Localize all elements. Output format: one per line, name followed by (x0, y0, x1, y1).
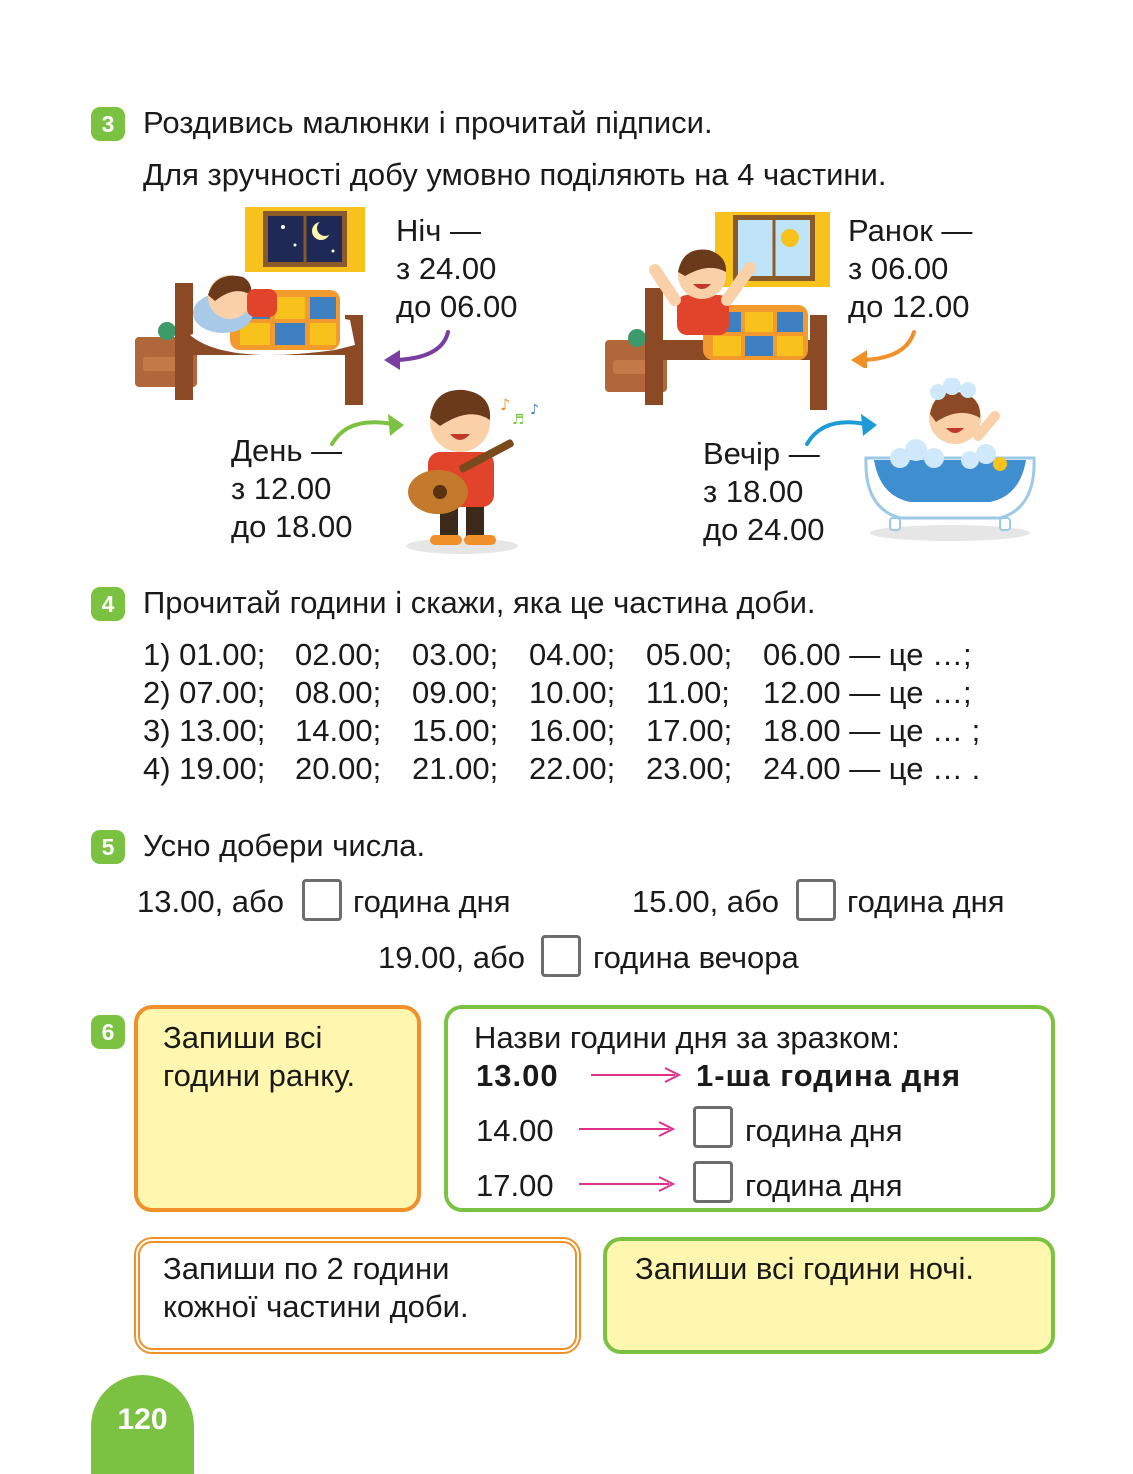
ex5-c-suffix: година вечора (593, 940, 799, 975)
hour-cell: 17.00; (646, 713, 733, 748)
exercise-5-task: Усно добери числа. (143, 828, 426, 863)
hours-row-2 (143, 674, 972, 712)
day-from: з 12.00 (231, 471, 332, 506)
hour-cell: 20.00; (295, 751, 382, 786)
hour-cell: 4) 19.00; (143, 751, 266, 786)
row1-answer-box[interactable] (693, 1106, 733, 1148)
exercise-4-task: Прочитай години і скажи, яка це частина доби. (143, 585, 816, 620)
hour-cell: 04.00; (529, 637, 616, 672)
night-sleeping-boy-illustration (135, 205, 385, 410)
ex5-a-prefix: 13.00, або (137, 884, 285, 919)
hours-row-4 (143, 750, 980, 788)
hour-cell: 1) 01.00; (143, 637, 266, 672)
row1-time: 14.00 (476, 1113, 554, 1148)
day-to: до 18.00 (231, 509, 353, 544)
row2-text: година дня (745, 1168, 903, 1203)
task-box-two-hours-each (134, 1237, 581, 1354)
hour-cell: 02.00; (295, 637, 382, 672)
task-box-night-hours (603, 1237, 1055, 1354)
hour-cell: 14.00; (295, 713, 382, 748)
task-box-two-hours-line1: Запиши по 2 години (163, 1251, 450, 1286)
exercise-6-number: 6 (91, 1015, 125, 1049)
night-to: до 06.00 (396, 289, 518, 324)
example-time: 13.00 (476, 1058, 559, 1093)
morning-label: Ранок — (848, 213, 973, 248)
hour-cell: 11.00; (646, 675, 730, 710)
hour-cell: 12.00 — це …; (763, 675, 972, 710)
night-from: з 24.00 (396, 251, 497, 286)
ex5-c-answer-box[interactable] (541, 935, 581, 977)
row2-time: 17.00 (476, 1168, 554, 1203)
hour-cell: 3) 13.00; (143, 713, 266, 748)
hour-cell: 08.00; (295, 675, 382, 710)
exercise-5-number: 5 (91, 830, 125, 864)
day-hours-title: Назви години дня за зразком: (474, 1020, 900, 1055)
hour-cell: 23.00; (646, 751, 733, 786)
evening-label: Вечір — (703, 436, 820, 471)
hour-cell: 24.00 — це … . (763, 751, 981, 786)
exercise-3-task: Роздивись малюнки і прочитай підписи. (143, 105, 713, 140)
day-label: День — (231, 433, 343, 468)
task-box-night-line1: Запиши всі години ночі. (635, 1251, 974, 1286)
hours-row-1 (143, 636, 972, 674)
morning-to: до 12.00 (848, 289, 970, 324)
hour-cell: 16.00; (529, 713, 616, 748)
ex5-b-answer-box[interactable] (796, 879, 836, 921)
task-box-two-hours-line2: кожної частини доби. (163, 1289, 469, 1324)
task-box-morning-line2: години ранку. (163, 1058, 356, 1093)
hour-cell: 10.00; (529, 675, 616, 710)
ex5-a-suffix: година дня (353, 884, 511, 919)
row1-text: година дня (745, 1113, 903, 1148)
ex5-b-suffix: година дня (847, 884, 1005, 919)
exercise-3-note: Для зручності добу умовно поділяють на 4 частини. (143, 157, 887, 192)
row2-arrow-icon (579, 1175, 677, 1193)
morning-waking-boy-illustration (605, 210, 840, 415)
hour-cell: 09.00; (412, 675, 499, 710)
exercise-4-number: 4 (91, 587, 125, 621)
hours-row-3 (143, 712, 980, 750)
row1-arrow-icon (579, 1120, 677, 1138)
task-box-morning-line1: Запиши всі (163, 1020, 323, 1055)
svg-text:♪: ♪ (500, 395, 511, 414)
morning-arrow-icon (846, 328, 918, 368)
hour-cell: 05.00; (646, 637, 733, 672)
evening-to: до 24.00 (703, 512, 825, 547)
page-number: 120 (91, 1375, 194, 1474)
hour-cell: 18.00 — це … ; (763, 713, 981, 748)
task-box-morning-hours (134, 1005, 421, 1212)
evening-from: з 18.00 (703, 474, 804, 509)
hour-cell: 21.00; (412, 751, 499, 786)
hour-cell: 2) 07.00; (143, 675, 266, 710)
hour-cell: 06.00 — це …; (763, 637, 972, 672)
hour-cell: 15.00; (412, 713, 499, 748)
task-box-day-hours (444, 1005, 1055, 1212)
evening-bath-boy-illustration (860, 378, 1040, 543)
example-arrow-icon (591, 1066, 683, 1084)
hour-cell: 03.00; (412, 637, 499, 672)
morning-from: з 06.00 (848, 251, 949, 286)
row2-answer-box[interactable] (693, 1161, 733, 1203)
svg-text:♪: ♪ (530, 402, 539, 418)
example-answer: 1-ша година дня (696, 1058, 962, 1093)
ex5-c-prefix: 19.00, або (378, 940, 526, 975)
day-guitar-boy-illustration (400, 380, 550, 555)
ex5-b-prefix: 15.00, або (632, 884, 780, 919)
ex5-a-answer-box[interactable] (302, 879, 342, 921)
night-label: Ніч — (396, 213, 482, 248)
svg-text:♬: ♬ (512, 412, 525, 428)
night-arrow-icon (378, 328, 453, 370)
hour-cell: 22.00; (529, 751, 616, 786)
exercise-3-number: 3 (91, 107, 125, 141)
